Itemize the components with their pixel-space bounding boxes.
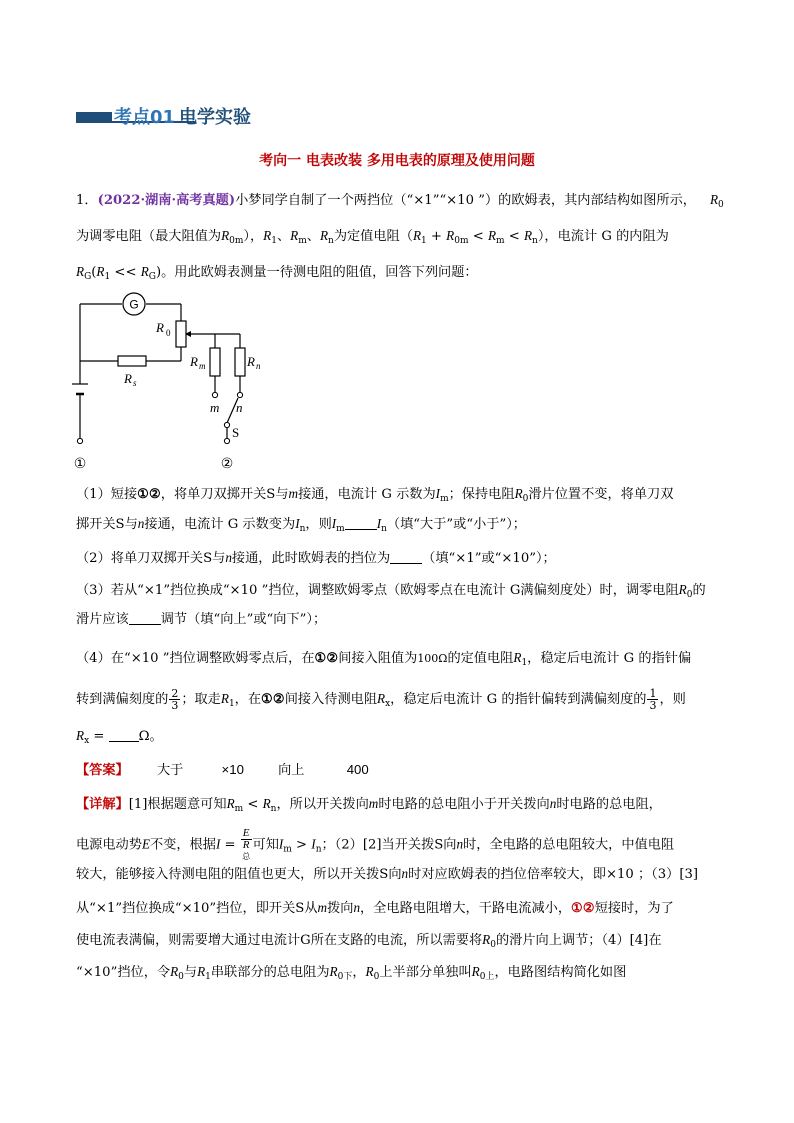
- label-rn: R: [247, 354, 255, 369]
- resistor-r0: [176, 321, 186, 347]
- section-title: 电学实验: [179, 107, 252, 128]
- detail-text: 与: [183, 965, 198, 980]
- detail-line-1: 【详解】[1]根据题意可知$R_m < R_n$，所以开关拨向m时电路的总电阻小于开关拨向n时电路的总电阻，: [76, 796, 662, 814]
- question-number: 1．: [76, 193, 98, 208]
- question-text: 小梦同学自制了一个两挡位（“×1”“×10 ”）的欧姆表，其内部结构如图所示，: [235, 193, 696, 208]
- label-terminal-2: ②: [220, 456, 234, 472]
- detail-text: 短接时，为了: [594, 901, 674, 916]
- detail-text: 上半部分单独叫: [379, 965, 472, 980]
- terminal-ref: ①: [261, 692, 273, 707]
- question-text: ），电流计 G 的内阻为: [537, 229, 669, 244]
- part-text: ；保持电阻: [448, 487, 515, 502]
- part-text: 滑片位置不变，将单刀双: [528, 487, 674, 502]
- question-line-2: 为调零电阻（最大阻值为$R_{0m}$），$R_1$、$R_m$、$R_n$为定值电阻$(R_1 + R_{0m} < R_m < R_n)$，电流计 G 的内阻为: [76, 228, 669, 246]
- answer-row: [76, 760, 369, 781]
- question-line-3: $R_G(R_1 << R_G)$。用此欧姆表测量一待测电阻的阻值，回答下列问题：: [76, 264, 478, 282]
- detail-text: ，所以开关拨向: [276, 797, 369, 812]
- detail-line-6: “×10”挡位，令$R_0$与$R_1$串联部分的总电阻为$R_{0下}$，$R_0$上半部分单独叫$R_{0上}$，电路图结构简化如图: [76, 964, 627, 982]
- part-text: （3）若从“×1”挡位换成“×10 ”挡位，调整欧姆零点（欧姆零点在电流计 G满偏刻度处）时，调零电阻: [76, 583, 679, 598]
- galvanometer-label: G: [129, 297, 139, 312]
- part-text: 滑片应该: [76, 612, 129, 627]
- part-text: 间接入待测电阻: [284, 692, 378, 707]
- label-rm-sub: m: [199, 361, 206, 371]
- formula-fraction: E R 总: [242, 827, 251, 861]
- question-text: 、: [276, 229, 291, 244]
- part-text: ，稳定后电流计 G 的指针偏转到满偏刻度的: [390, 692, 647, 707]
- fraction-denominator: 3: [171, 699, 179, 712]
- part-1-line-2: 掷开关S与n接通，电流计 G 示数变为$I_n$，则$I_m$ $I_n$（填“大于”或“小于”）；: [76, 516, 526, 534]
- terminal-ref: ①: [571, 901, 583, 916]
- detail-text: 不变，根据: [150, 837, 216, 853]
- label-n: n: [236, 400, 243, 415]
- question-text: 、: [306, 229, 320, 244]
- part-text: ，则: [659, 692, 686, 707]
- detail-text: 时电路的总电阻，: [556, 797, 662, 812]
- resistor-rs: [118, 356, 146, 366]
- part-text: 掷开关S与: [76, 517, 138, 532]
- detail-text: ，全电路电阻增大，干路电流减小，: [360, 901, 572, 916]
- part-text: ，稳定后电流计 G 的指针偏: [527, 651, 692, 666]
- terminal-ref: ②: [148, 487, 161, 502]
- terminal-ref: ②: [272, 692, 285, 707]
- answer-blank: [109, 727, 139, 742]
- part-text: 间接入阻值为: [338, 651, 418, 666]
- answer-blank: [345, 515, 377, 530]
- terminal-ref: ②: [326, 651, 339, 666]
- answer-label: 【答案】: [76, 763, 129, 778]
- circuit-diagram: [70, 288, 270, 474]
- detail-label: 【详解】: [76, 797, 129, 812]
- subtitle: 考向一 电表改装 多用电表的原理及使用问题: [259, 153, 535, 169]
- terminal-ref: ①: [314, 651, 327, 666]
- part-text: （填“大于”或“小于”）；: [386, 517, 526, 532]
- part-3-line-1: （3）若从“×1”挡位换成“×10 ”挡位，调整欧姆零点（欧姆零点在电流计 G满偏刻度处）时，调零电阻$R_0$的: [76, 582, 706, 600]
- label-switch: S: [232, 425, 240, 440]
- terminal-ref: ①: [137, 487, 149, 502]
- answer-1: 大于: [156, 762, 184, 777]
- part-text: （2）将单刀双掷开关S与: [76, 551, 226, 566]
- fraction-numerator: 2: [171, 687, 179, 700]
- answer-blank: [390, 549, 422, 564]
- detail-text: ，: [352, 965, 366, 980]
- part-4-line-1: （4）在“×10 ”挡位调整欧姆零点后，在①②间接入阻值为100Ω的定值电阻$R_1$，稳定后电流计 G 的指针偏: [76, 650, 692, 668]
- detail-text: 拨向: [327, 901, 354, 916]
- part-text: 接通，电流计 G 示数为: [298, 487, 436, 502]
- fraction-numerator: 1: [649, 687, 657, 700]
- fraction-two-thirds: [169, 688, 180, 711]
- part-text: 接通，此时欧姆表的挡位为: [231, 551, 391, 566]
- answer-3: 向上: [278, 762, 305, 777]
- detail-text: 时，全电路的总电阻较大，中值电阻: [463, 837, 675, 853]
- label-r0-sub: 0: [166, 328, 171, 338]
- section-header-bar: [76, 112, 112, 121]
- detail-text: 时对应欧姆表的挡位倍率较大，即×10 ；（3）[3]: [408, 867, 699, 882]
- part-text: 转到满偏刻度的: [76, 692, 169, 707]
- detail-line-5: 使电流表满偏，则需要增大通过电流计G所在支路的电流，所以需要将$R_0$的滑片向上调节；（4）[4]在: [76, 932, 662, 950]
- label-terminal-1: ①: [73, 456, 87, 472]
- question-text: 为定值电阻（: [333, 229, 413, 244]
- part-text: （1）短接: [76, 487, 138, 502]
- answer-blank: [129, 610, 161, 625]
- part-4-line-2: 转到满偏刻度的 $\frac{2}{3}$ ；取走$R_1$，在①②间接入待测电阻$R_x$，稳定后电流计 G 的指针偏转到满偏刻度的 $\frac{1}{3}$ ，则: [76, 687, 686, 712]
- detail-text: 较大，能够接入待测电阻的阻值也更大，所以开关拨S向: [76, 867, 402, 882]
- part-text: 的: [692, 583, 706, 598]
- part-4-line-3: $R_x = \Omega$。: [76, 728, 163, 746]
- part-text: ，在: [234, 692, 262, 707]
- label-rn-sub: n: [256, 361, 261, 371]
- question-line-1: 1．(2022·湖南·高考真题)小梦同学自制了一个两挡位（“×1”“×10 ”）的欧姆表，其内部结构如图所示， $R_0$: [76, 192, 724, 210]
- detail-text: 使电流表满偏，则需要增大通过电流计G所在支路的电流，所以需要将: [76, 933, 483, 948]
- question-text: ），: [243, 229, 264, 244]
- detail-line-3: 较大，能够接入待测电阻的阻值也更大，所以开关拨S向n时对应欧姆表的挡位倍率较大，即×10 ；（3）[3]: [76, 866, 699, 882]
- detail-line-4: 从“×1”挡位换成“×10”挡位，即开关S从m拨向n，全电路电阻增大，干路电流减小，①②短接时，为了: [76, 900, 674, 916]
- question-text: 为调零电阻（最大阻值为: [76, 229, 222, 244]
- detail-text: 串联部分的总电阻为: [210, 965, 330, 980]
- resistor-rn: [235, 348, 245, 376]
- part-text: （4）在“×10 ”挡位调整欧姆零点后，在: [76, 651, 315, 666]
- section-badge: 考点01: [114, 107, 176, 128]
- part-1-line-1: （1）短接①②，将单刀双掷开关S与m接通，电流计 G 示数为$I_m$；保持电阻$R_0$滑片位置不变，将单刀双: [76, 486, 674, 504]
- label-m: m: [210, 400, 220, 415]
- part-text: ；取走: [181, 692, 221, 707]
- part-2: （2）将单刀双掷开关S与n接通，此时欧姆表的挡位为 （填“×1”或“×10”）；: [76, 550, 556, 566]
- fraction-one-third: [647, 688, 658, 711]
- resistance-value: 100Ω: [417, 652, 448, 665]
- answer-2: ×10: [221, 762, 244, 777]
- answer-4: 400: [346, 762, 369, 777]
- detail-text: ；（2）[2]当开关拨S向: [321, 837, 457, 853]
- detail-text: ，电路图结构简化如图: [494, 965, 627, 980]
- section-header: [114, 103, 251, 129]
- resistor-rm: [210, 348, 220, 376]
- label-r0: R: [156, 320, 164, 335]
- question-text: 。用此欧姆表测量一待测电阻的阻值，回答下列问题：: [161, 265, 478, 280]
- part-text: 的定值电阻: [447, 651, 514, 666]
- detail-text: 可知: [252, 837, 279, 853]
- part-3-line-2: [76, 610, 326, 630]
- detail-text: 电源电动势: [76, 837, 142, 853]
- part-text: （填“×1”或“×10”）；: [422, 551, 556, 566]
- terminal-ref: ②: [582, 901, 595, 916]
- part-text: ，则: [305, 517, 332, 532]
- detail-text: “×10”挡位，令: [76, 965, 171, 980]
- part-text: 接通，电流计 G 示数变为: [144, 517, 296, 532]
- part-text: Ω。: [138, 729, 163, 744]
- label-rm: R: [190, 354, 198, 369]
- detail-text: 的滑片向上调节；（4）[4]在: [495, 933, 662, 948]
- detail-text: 时电路的总电阻小于开关拨向: [378, 797, 550, 812]
- question-source: (2022·湖南·高考真题): [97, 193, 236, 208]
- detail-text: [1]根据题意可知: [128, 797, 227, 812]
- part-text: ，将单刀双掷开关S与: [160, 487, 289, 502]
- detail-text: 从“×1”挡位换成“×10”挡位，即开关S从: [76, 901, 318, 916]
- detail-line-2: 电源电动势E不变，根据I = E R 总 可知$I_m > I_n$；（2）[2]当开关拨S向n时，全电路的总电阻较大，中值电阻: [76, 827, 675, 861]
- label-rs: R: [124, 371, 132, 386]
- part-text: 调节（填“向上”或“向下”）；: [160, 612, 327, 627]
- label-rs-sub: s: [133, 378, 137, 388]
- fraction-denominator: 3: [649, 699, 657, 712]
